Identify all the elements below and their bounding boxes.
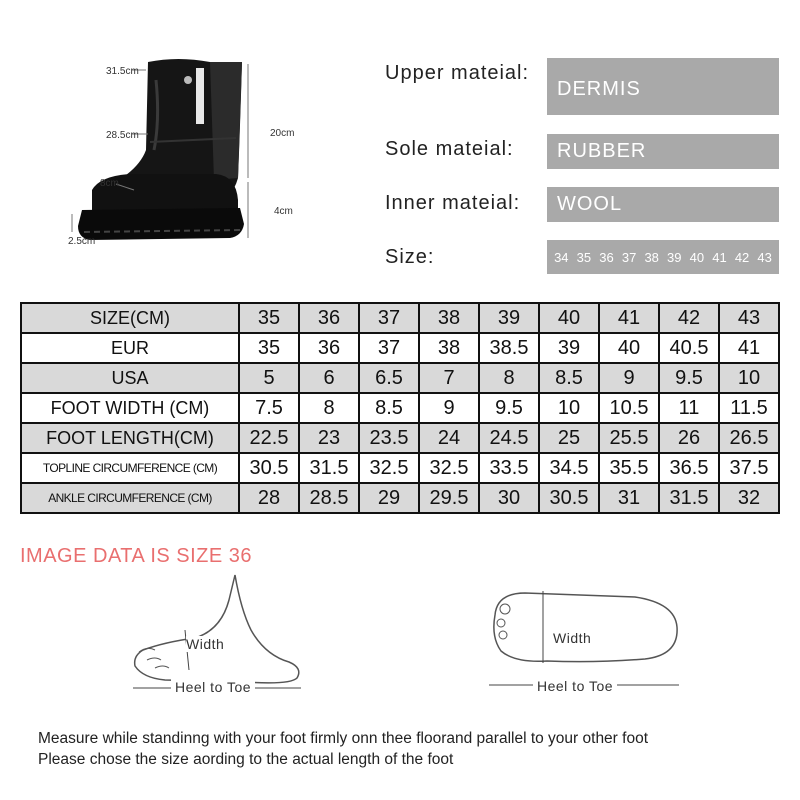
table-cell: 6 xyxy=(299,363,359,393)
table-cell: 40.5 xyxy=(659,333,719,363)
table-cell: 39 xyxy=(479,303,539,333)
table-row xyxy=(21,333,779,363)
table-cell: 30.5 xyxy=(539,483,599,513)
size-option: 39 xyxy=(667,249,682,265)
table-cell: 29 xyxy=(359,483,419,513)
row-header: FOOT WIDTH (CM) xyxy=(21,393,239,423)
table-cell: 30.5 xyxy=(239,453,299,483)
table-cell: 38 xyxy=(419,303,479,333)
table-cell: 30 xyxy=(479,483,539,513)
table-cell: 34.5 xyxy=(539,453,599,483)
row-header: SIZE(CM) xyxy=(21,303,239,333)
table-cell: 7 xyxy=(419,363,479,393)
table-cell: 41 xyxy=(719,333,779,363)
footer-instruction-2: Please chose the size aording to the actual length of the foot xyxy=(38,751,454,768)
size-option: 42 xyxy=(734,249,750,265)
table-cell: 36 xyxy=(299,303,359,333)
table-cell: 22.5 xyxy=(239,423,299,453)
table-row xyxy=(21,393,779,423)
table-cell: 9 xyxy=(419,393,479,423)
row-header: USA xyxy=(21,363,239,393)
size-chart-table xyxy=(20,302,780,514)
side-length-label: Heel to Toe xyxy=(171,679,255,695)
dim-shaft-height: 20cm xyxy=(270,128,295,139)
row-header: EUR xyxy=(21,333,239,363)
boot-icon xyxy=(60,50,310,260)
table-cell: 32.5 xyxy=(359,453,419,483)
table-cell: 23.5 xyxy=(359,423,419,453)
table-cell: 42 xyxy=(659,303,719,333)
size-option: 36 xyxy=(599,249,614,265)
size-option: 40 xyxy=(689,249,705,265)
table-cell: 23 xyxy=(299,423,359,453)
table-cell: 35 xyxy=(239,303,299,333)
table-cell: 8.5 xyxy=(539,363,599,393)
table-cell: 24.5 xyxy=(479,423,539,453)
table-cell: 9.5 xyxy=(659,363,719,393)
table-cell: 38 xyxy=(419,333,479,363)
size-option: 37 xyxy=(621,249,637,265)
footer-instruction-1: Measure while standinng with your foot firmly onn thee floorand parallel to your other foot xyxy=(38,730,649,747)
inner-material-label: Inner mateial: xyxy=(385,192,521,214)
table-cell: 8.5 xyxy=(359,393,419,423)
table-cell: 8 xyxy=(299,393,359,423)
upper-material-label: Upper mateial: xyxy=(385,62,530,84)
size-option: 35 xyxy=(576,249,592,265)
table-cell: 6.5 xyxy=(359,363,419,393)
table-cell: 28 xyxy=(239,483,299,513)
side-width-label: Width xyxy=(186,636,225,652)
table-cell: 11.5 xyxy=(719,393,779,423)
upper-material-value: DERMIS xyxy=(547,58,779,115)
row-header: TOPLINE CIRCUMFERENCE (CM) xyxy=(21,453,239,483)
table-row xyxy=(21,453,779,483)
dim-shaft-mid: 28.5cm xyxy=(106,130,139,141)
table-cell: 36 xyxy=(299,333,359,363)
table-cell: 41 xyxy=(599,303,659,333)
table-cell: 43 xyxy=(719,303,779,333)
table-cell: 5 xyxy=(239,363,299,393)
table-cell: 35.5 xyxy=(599,453,659,483)
size-option: 41 xyxy=(712,249,727,265)
table-cell: 10 xyxy=(539,393,599,423)
table-cell: 9 xyxy=(599,363,659,393)
table-cell: 31.5 xyxy=(299,453,359,483)
table-cell: 9.5 xyxy=(479,393,539,423)
table-cell: 37 xyxy=(359,333,419,363)
table-cell: 8 xyxy=(479,363,539,393)
table-cell: 25.5 xyxy=(599,423,659,453)
table-cell: 10 xyxy=(719,363,779,393)
table-row xyxy=(21,483,779,513)
table-row xyxy=(21,363,779,393)
table-cell: 11 xyxy=(659,393,719,423)
table-cell: 37 xyxy=(359,303,419,333)
sole-width-label: Width xyxy=(553,630,592,646)
table-cell: 35 xyxy=(239,333,299,363)
size-option: 34 xyxy=(554,249,569,265)
table-cell: 24 xyxy=(419,423,479,453)
table-cell: 39 xyxy=(539,333,599,363)
table-cell: 33.5 xyxy=(479,453,539,483)
sole-material-label: Sole mateial: xyxy=(385,138,514,160)
table-row xyxy=(21,423,779,453)
table-cell: 7.5 xyxy=(239,393,299,423)
table-cell: 38.5 xyxy=(479,333,539,363)
dim-shaft-top: 31.5cm xyxy=(106,66,139,77)
sole-material-value: RUBBER xyxy=(547,134,779,169)
table-cell: 26 xyxy=(659,423,719,453)
boot-illustration xyxy=(60,50,310,260)
row-header: ANKLE CIRCUMFERENCE (CM) xyxy=(21,483,239,513)
row-header: FOOT LENGTH(CM) xyxy=(21,423,239,453)
table-cell: 28.5 xyxy=(299,483,359,513)
table-cell: 32.5 xyxy=(419,453,479,483)
table-cell: 31 xyxy=(599,483,659,513)
size-option: 38 xyxy=(644,249,659,265)
table-cell: 25 xyxy=(539,423,599,453)
dim-sole: 2.5cm xyxy=(68,236,96,247)
size-range xyxy=(547,240,779,274)
table-cell: 40 xyxy=(599,333,659,363)
table-cell: 36.5 xyxy=(659,453,719,483)
size-label: Size: xyxy=(385,246,435,268)
inner-material-value: WOOL xyxy=(547,187,779,222)
table-cell: 40 xyxy=(539,303,599,333)
table-cell: 29.5 xyxy=(419,483,479,513)
table-cell: 31.5 xyxy=(659,483,719,513)
image-data-note: IMAGE DATA IS SIZE 36 xyxy=(20,545,253,567)
dim-ankle: 8cm xyxy=(100,178,119,189)
dim-heel-height: 4cm xyxy=(274,206,293,217)
sole-length-label: Heel to Toe xyxy=(533,678,617,694)
table-cell: 26.5 xyxy=(719,423,779,453)
table-cell: 37.5 xyxy=(719,453,779,483)
size-option: 43 xyxy=(757,249,772,265)
table-row xyxy=(21,303,779,333)
table-cell: 10.5 xyxy=(599,393,659,423)
table-cell: 32 xyxy=(719,483,779,513)
